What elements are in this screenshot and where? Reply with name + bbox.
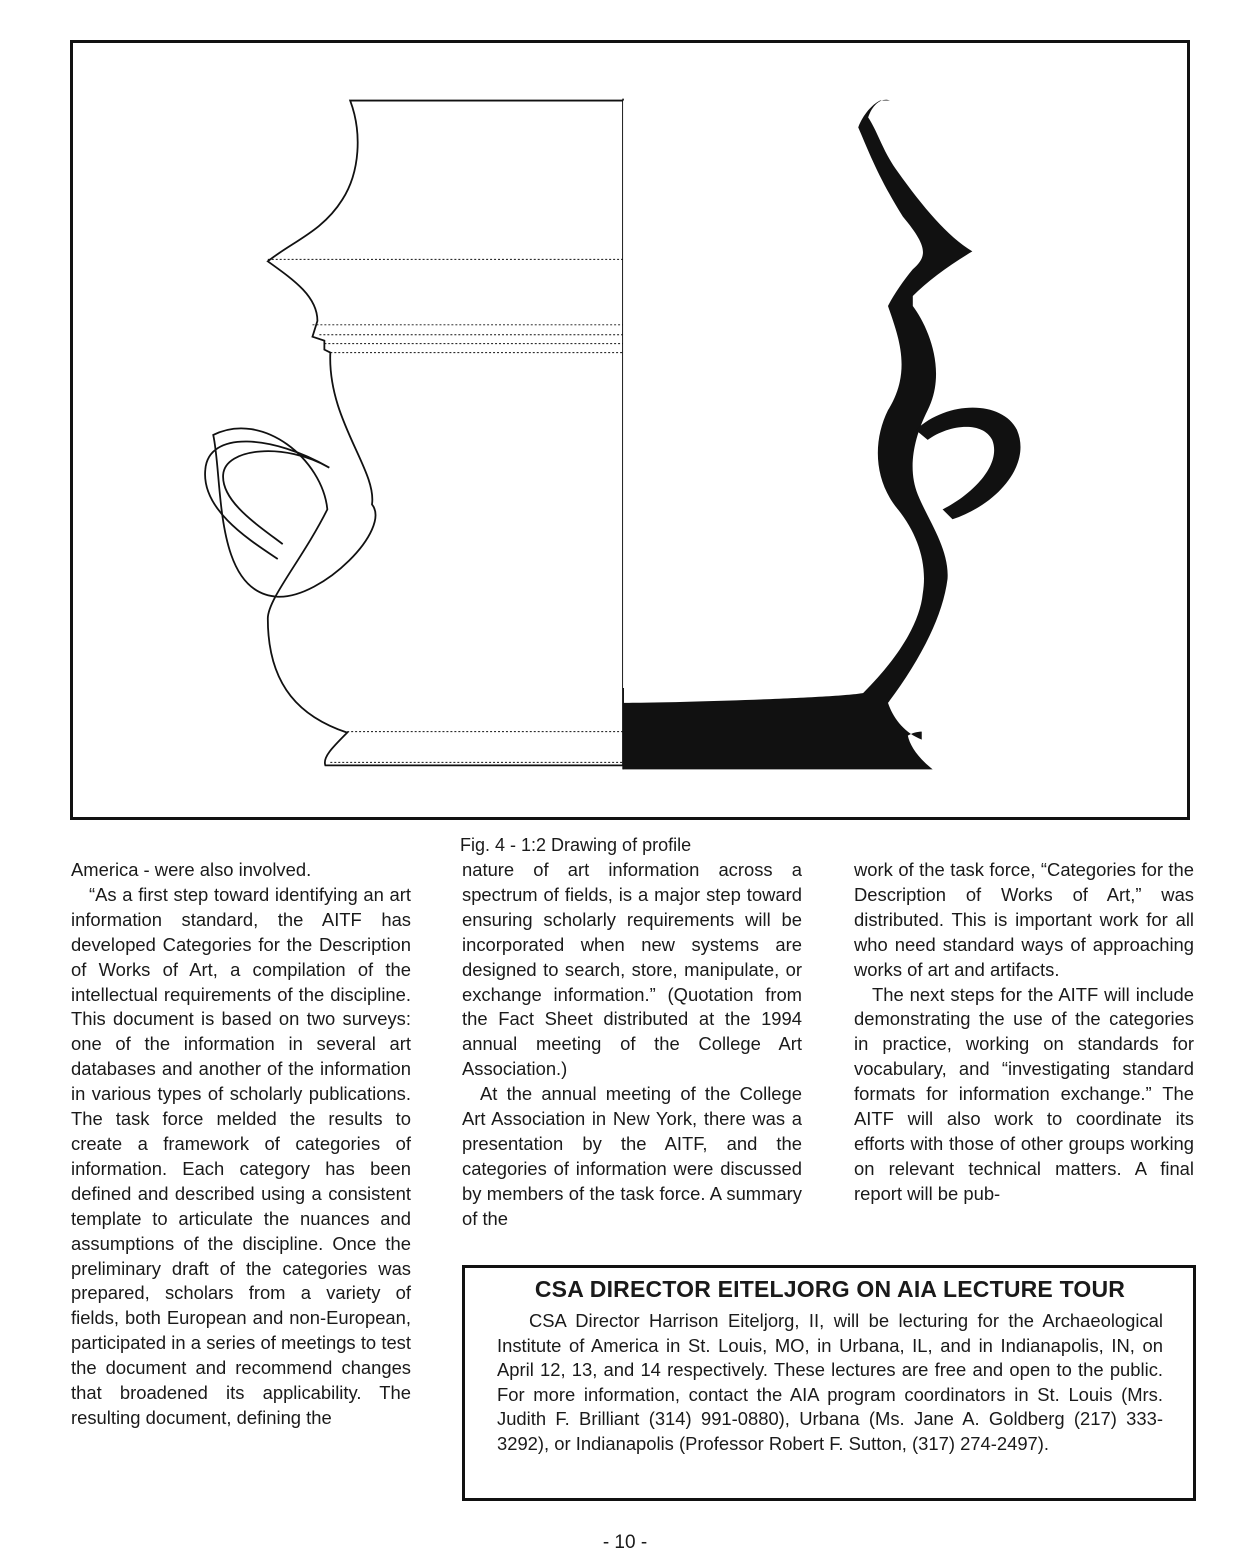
notice-body: CSA Director Harrison Eiteljorg, II, will be lecturing for the Archaeological Institute of America in St. Louis, MO, in Urbana, IL, and in Indianapolis, IN, on April 12, 13, and 14 respectively. These lectures are free and open to the public. For more information, contact the AIA program coordinators in St. Louis (Mrs. Judith F. Brilliant (314) 991-0880), Urbana (Ms. Jane A. Goldberg (217) 333-3292), or Indianapolis (Professor Robert F. Sutton, (317) 274-2497).	[497, 1310, 1163, 1454]
figure-frame	[70, 40, 1190, 820]
paragraph: nature of art information across a spectrum of fields, is a major step toward ensuring scholarly requirements will be incorporated when new systems are designed to search, store, manipulate, or exchange information.” (Quotation from the Fact Sheet distributed at the 1994 annual meeting of the College Art Association.)	[462, 859, 802, 1080]
paragraph: “As a first step toward identifying an art information standard, the AITF has developed Categories for the Description of Works of Art, a compilation of the intellectual requirements of the discipline. This document is based on two surveys: one of the information in several art databases and another of the information in various types of scholarly publications. The task force melded the results to create a framework of categories of information. Each category has been defined and described using a consistent template to articulate the nuances and assumptions of the discipline. Once the preliminary draft of the categories was prepared, scholars from a variety of fields, both European and non-European, participated in a series of meetings to test the document and recommend changes that broadened its applicability. The resulting document, defining the	[71, 883, 411, 1428]
vessel-profile-drawing	[73, 43, 1187, 817]
paragraph: work of the task force, “Categories for the Description of Works of Art,” was distributed. This is important work for all who need standard ways of approaching works of art and artifacts.	[854, 859, 1194, 980]
paragraph: At the annual meeting of the College Art Association in New York, there was a presentation by the AITF, and the categories of information were discussed by members of the task force. A summary of the	[462, 1083, 802, 1229]
paragraph: The next steps for the AITF will include demonstrating the use of the categories in practice, working on standards for vocabulary, and “investigating standard formats for information exchange.” The AITF will also work to coordinate its efforts with those of other groups working on relevant technical matters. A final report will be pub-	[854, 983, 1194, 1204]
figure-caption: Fig. 4 - 1:2 Drawing of profile	[460, 835, 692, 855]
vessel-interior	[623, 101, 906, 688]
text-column-3	[854, 858, 1194, 1207]
handle-left	[205, 442, 329, 559]
vessel-outline-left	[213, 101, 623, 766]
handle-right	[916, 408, 1021, 520]
text-column-1	[71, 858, 411, 1431]
page-number: - 10 -	[602, 1532, 648, 1553]
notice-heading: CSA DIRECTOR EITELJORG ON AIA LECTURE TOUR	[534, 1276, 1126, 1302]
lecture-tour-notice	[462, 1265, 1196, 1501]
text-column-2	[462, 858, 802, 1232]
paragraph: America - were also involved.	[71, 859, 312, 880]
